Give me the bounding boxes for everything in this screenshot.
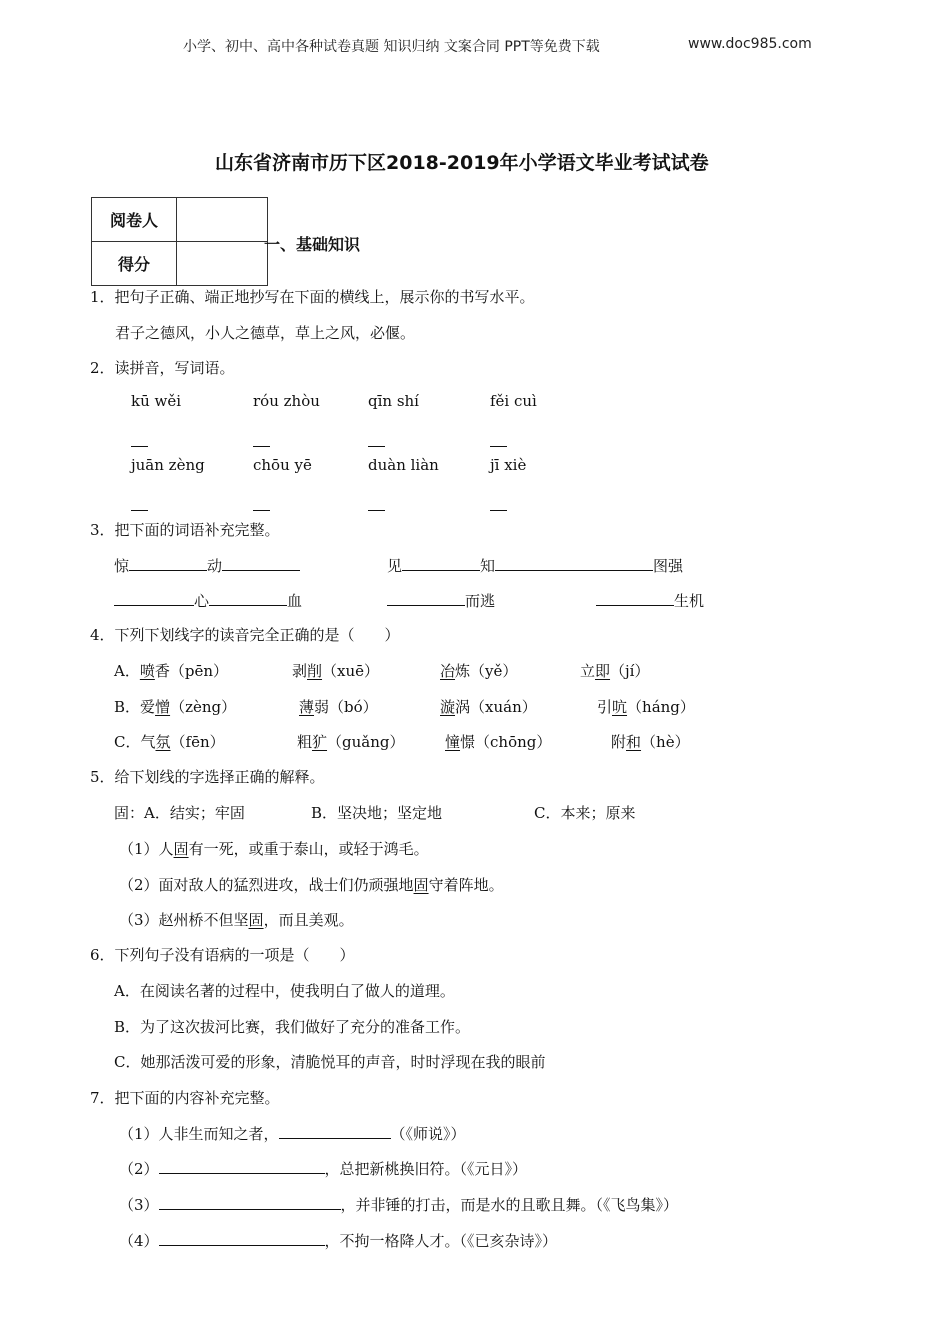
q5-sentence-3: （3）赵州桥不但坚固，而且美观。 <box>119 911 354 929</box>
page-title: 山东省济南市历下区2018-2019年小学语文毕业考试试卷 <box>215 152 709 174</box>
q5-option-c: C．本来；原来 <box>534 804 636 822</box>
pinyin-8: jī xiè <box>490 456 527 474</box>
fill-blank[interactable] <box>129 556 207 571</box>
q4-c-item4: 附和（hè） <box>611 733 690 751</box>
q4-option-c: C．气氛（fēn） <box>114 733 225 751</box>
q4-option-b: B．爱憎（zèng） <box>114 698 237 716</box>
answer-line[interactable] <box>368 496 385 515</box>
fill-blank[interactable] <box>159 1195 341 1210</box>
answer-line[interactable] <box>253 496 270 515</box>
answer-line[interactable] <box>490 496 507 515</box>
idiom-4: 而逃 <box>387 590 495 611</box>
q4-a-item4: 立即（jí） <box>580 662 650 680</box>
idiom-1: 惊 动 <box>114 555 300 576</box>
idiom-3: 心 血 <box>114 590 302 611</box>
q4-b-item2: 薄弱（bó） <box>299 698 378 716</box>
pinyin-1: kū wěi <box>131 392 182 410</box>
q7-line-1: （1）人非生而知之者， （《师说》） <box>119 1125 466 1143</box>
fill-blank[interactable] <box>159 1159 325 1174</box>
q4-c-item2: 粗犷（guǎng） <box>297 733 405 751</box>
answer-line[interactable] <box>368 432 385 451</box>
section-heading: 一、基础知识 <box>264 235 361 254</box>
fill-blank[interactable] <box>114 591 194 606</box>
q5-option-b: B．坚决地；坚定地 <box>311 804 443 822</box>
q2-stem: 2．读拼音，写词语。 <box>90 359 235 377</box>
idiom-2: 见 知 图强 <box>387 557 684 575</box>
q5-stem: 5．给下划线的字选择正确的解释。 <box>90 768 325 786</box>
header-url: www.doc985.com <box>688 36 812 52</box>
fill-blank[interactable] <box>387 591 465 606</box>
pinyin-2: róu zhòu <box>253 392 320 410</box>
fill-blank[interactable] <box>209 591 287 606</box>
idiom-5: 生机 <box>596 590 704 611</box>
grader-label: 阅卷人 <box>92 198 177 242</box>
q1-text: 君子之德风，小人之德草，草上之风，必偃。 <box>115 324 416 342</box>
fill-blank[interactable] <box>402 556 480 571</box>
q3-stem: 3．把下面的词语补充完整。 <box>90 521 280 539</box>
q6-option-a: A．在阅读名著的过程中，使我明白了做人的道理。 <box>114 982 455 1000</box>
q4-stem: 4．下列下划线字的读音完全正确的是（ ） <box>90 626 400 644</box>
pinyin-4: fěi cuì <box>490 392 537 410</box>
fill-blank[interactable] <box>596 591 674 606</box>
q7-line-2: （2） ，总把新桃换旧符。（《元日》） <box>119 1160 528 1178</box>
pinyin-7: duàn liàn <box>368 456 439 474</box>
grader-cell <box>177 198 268 242</box>
q4-c-item3: 憧憬（chōng） <box>445 733 552 751</box>
header-text: 小学、初中、高中各种试卷真题 知识归纳 文案合同 PPT等免费下载 <box>183 39 600 55</box>
score-label: 得分 <box>92 242 177 286</box>
answer-line[interactable] <box>490 432 507 451</box>
q4-option-a: A．喷香（pēn） <box>114 662 228 680</box>
q7-stem: 7．把下面的内容补充完整。 <box>90 1089 280 1107</box>
pinyin-3: qīn shí <box>368 392 419 410</box>
q4-a-item3: 冶炼（yě） <box>440 662 518 680</box>
q1-stem: 1．把句子正确、端正地抄写在下面的横线上，展示你的书写水平。 <box>90 288 535 306</box>
score-cell <box>177 242 268 286</box>
pinyin-5: juān zèng <box>131 456 205 474</box>
q5-sentence-2: （2）面对敌人的猛烈进攻，战士们仍顽强地固守着阵地。 <box>119 876 504 894</box>
answer-line[interactable] <box>253 432 270 451</box>
pinyin-6: chōu yē <box>253 456 312 474</box>
score-table <box>91 197 268 286</box>
q5-sentence-1: （1）人固有一死，或重于泰山，或轻于鸿毛。 <box>119 840 429 858</box>
fill-blank[interactable] <box>222 556 300 571</box>
answer-line[interactable] <box>131 432 148 451</box>
q4-b-item3: 漩涡（xuán） <box>440 698 537 716</box>
q6-option-b: B．为了这次拔河比赛，我们做好了充分的准备工作。 <box>114 1018 471 1036</box>
q6-option-c: C．她那活泼可爱的形象，清脆悦耳的声音，时时浮现在我的眼前 <box>114 1053 546 1071</box>
fill-blank[interactable] <box>159 1231 325 1246</box>
q6-stem: 6．下列句子没有语病的一项是（ ） <box>90 946 355 964</box>
q4-a-item2: 剥削（xuē） <box>292 662 380 680</box>
q4-b-item4: 引吭（háng） <box>597 698 695 716</box>
q5-option-a: 固：A．结实；牢固 <box>114 804 245 822</box>
answer-line[interactable] <box>131 496 148 515</box>
q7-line-4: （4） ，不拘一格降人才。（《已亥杂诗》） <box>119 1232 558 1250</box>
q7-line-3: （3） ，并非锤的打击，而是水的且歌且舞。（《飞鸟集》） <box>119 1196 679 1214</box>
fill-blank[interactable] <box>279 1124 391 1139</box>
fill-blank[interactable] <box>495 556 653 571</box>
